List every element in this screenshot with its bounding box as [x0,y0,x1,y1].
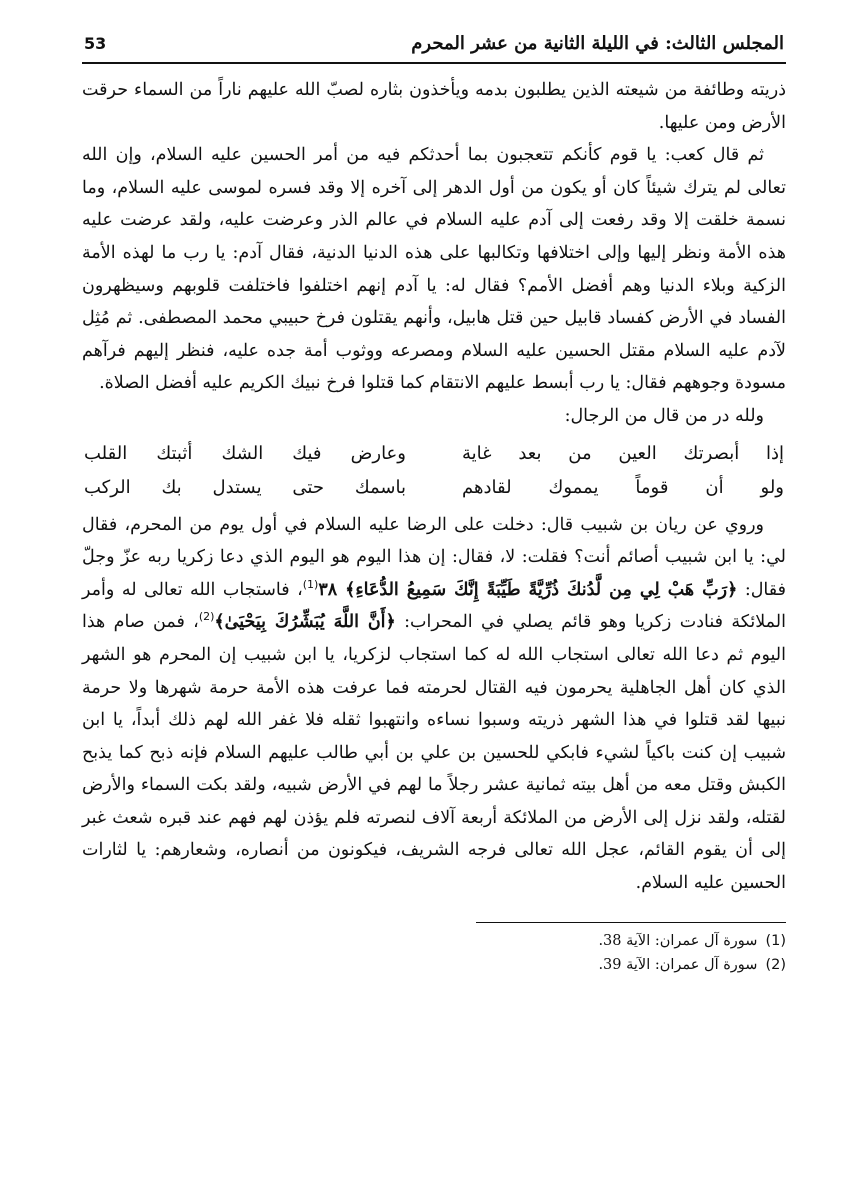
page-number: 53 [84,34,107,53]
poem-verse [82,437,786,471]
poem-hemistich-left: باسمك حتى يستدل بك الركب [84,476,406,498]
poem-hemistich-right: إذا أبصرتك العين من بعد غاية [462,442,784,464]
paragraph-4-text-c: ، فمن صام هذا اليوم ثم دعا الله تعالى استجاب الله له كما استجاب لزكريا، يا ابن شبيب إن المحرم هو الشهر الذي كان أهل الجاهلية يحرمون فيه القتال لحرمته فما عرفت هذه الأمة حرمة شهرها ولا حرمة نبيها لقد قتلوا في هذا الشهر ذريته وسبوا نساءه وانتهبوا ثقله فلا غفر الله لهم ذلك أبداً، يا ابن شبيب إن كنت باكياً لشيء فابكي للحسين بن علي بن أبي طالب عليهم السلام فإنه ذبح كما يذبح الكبش وقتل معه من أهل بيته ثمانية عشر رجلاً ما لهم في الأرض شبيه، ولقد بكت السماء والأرض لقتله، ولقد نزل إلى الأرض من الملائكة أربعة آلاف لنصرته فلم يؤذن لهم فهم عند قبره شعث غبر إلى أن يقوم القائم، عجل الله تعالى فرجه الشريف، فيكونون من أنصاره، وشعارهم: يا لثارات الحسين عليه السلام. [82,612,786,894]
paragraph-1: ذريته وطائفة من شيعته الذين يطلبون بدمه ويأخذون بثاره لصبّ الله عليهم ناراً من السماء حرقت الأرض ومن عليها. [82,80,786,133]
poem-verse [82,471,786,505]
poem [82,437,786,505]
running-header [82,30,786,60]
paragraph-2: ثم قال كعب: يا قوم كأنكم تتعجبون بما أحدثكم فيه من أمر الحسين عليه السلام، وإن الله تعالى لم يترك شيئاً كان أو يكون من أول الدهر إلى آخره إلا وقد فسره لموسى عليه السلام، وما نسمة خلقت إلا وقد رفعت إلى آدم عليه السلام في عالم الذر وعرضت عليه، ولقد عرضت عليه هذه الأمة ونظر إليها وإلى اختلافها وتكالبها على هذه الدنيا الدنية، فقال آدم: يا رب ما لهذه الأمة الزكية وبلاء الدنيا وهم أفضل الأمم؟ فقال له: يا آدم إنهم اختلفوا فاختلفت قلوبهم وسيظهرون الفساد في الأرض كفساد قابيل حين قتل هابيل، وأنهم يقتلون فرخ حبيبي محمد المصطفى. ثم مُثِل لآدم عليه السلام مقتل الحسين عليه السلام ومصرعه ووثوب أمة جده عليه، فنظر إليهم فرآهم مسودة وجوههم فقال: يا رب أبسط عليهم الانتقام كما قتلوا فرخ نبيك الكريم عليه أفضل الصلاة. [82,145,786,394]
book-page [82,30,786,977]
paragraph-3: ولله در من قال من الرجال: [564,405,764,426]
quran-verse-1 [318,580,737,600]
footnote-text: سورة آل عمران: الآية 38. [598,932,758,949]
ayah-number-marker: ٣٨ [318,579,338,600]
footnote-1 [82,929,786,953]
footnote-number: (2) [765,956,786,973]
footnote-rule [476,922,786,923]
paragraph-4 [82,509,786,900]
footnote-text: سورة آل عمران: الآية 39. [598,956,758,973]
poem-hemistich-left: وعارض فيك الشك أثبتك القلب [84,442,406,464]
main-text [82,74,786,900]
paragraph-4-text-a: وروي عن ريان بن شبيب قال: دخلت على الرضا عليه السلام في أول يوم من المحرم، فقال لي: يا ابن شبيب أصائم أنت؟ فقلت: لا، فقال: إن هذا اليوم هو اليوم الذي دعا زكريا ربه عزّ وجلّ فقال: [82,514,786,600]
footnote-number: (1) [765,932,786,949]
chapter-title: المجلس الثالث: في الليلة الثانية من عشر المحرم [411,33,784,54]
footnote-ref-1[interactable]: (1) [302,577,319,591]
paragraph-4-text-b: ، فاستجاب الله تعالى له وأمر الملائكة فنادت زكريا وهو قائم يصلي في المحراب: [82,579,786,633]
quran-verse-2: ﴿أَنَّ اللَّهَ يُبَشِّرُكَ بِيَحْيَىٰ﴾ [214,612,396,633]
footnote-ref-2[interactable]: (2) [198,610,215,624]
footnote-2 [82,953,786,977]
poem-hemistich-right: ولو أن قوماً يمموك لقادهم [462,476,784,498]
header-rule [82,62,786,64]
quran-verse-1-text: ﴿رَبِّ هَبْ لِي مِن لَّدُنكَ ذُرِّيَّةً طَيِّبَةً إِنَّكَ سَمِيعُ الدُّعَاءِ﴾ [345,579,738,600]
footnotes [82,929,786,977]
